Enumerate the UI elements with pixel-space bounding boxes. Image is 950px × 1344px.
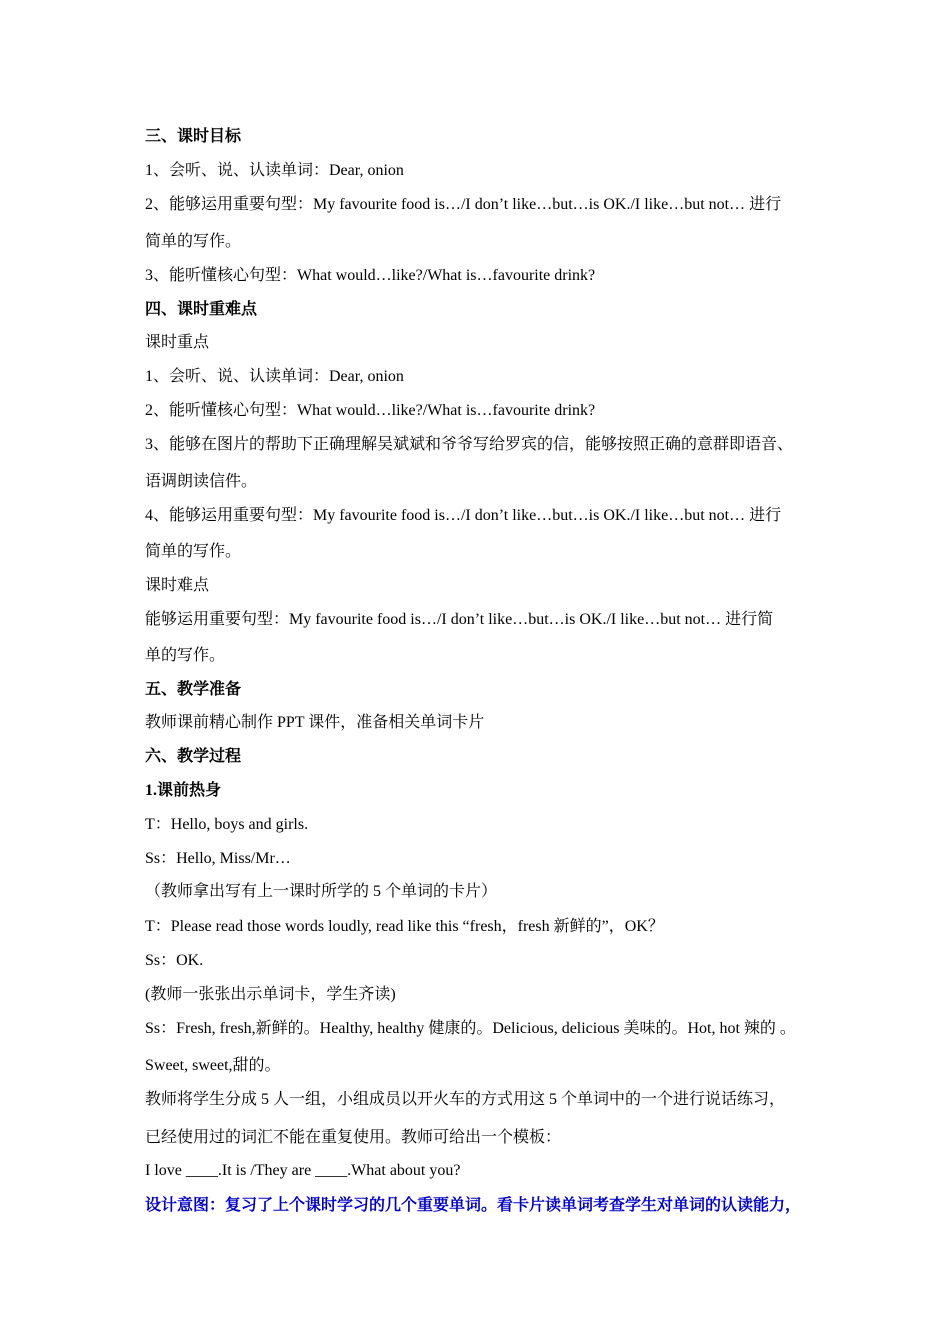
stage-direction: （教师拿出写有上一课时所学的 5 个单词的卡片） bbox=[145, 883, 498, 900]
subheading-difficult-points: 课时难点 bbox=[145, 577, 210, 594]
key-point-3-cont: 语调朗读信件。 bbox=[145, 473, 258, 490]
goal-line-1: 1、会听、说、认读单词：Dear, onion bbox=[145, 162, 404, 179]
template-sentence: I love ____.It is /They are ____.What about you? bbox=[145, 1162, 461, 1179]
difficult-point-cont: 单的写作。 bbox=[145, 647, 226, 664]
stage-direction: (教师一张张出示单词卡，学生齐读) bbox=[145, 986, 396, 1003]
key-point-3: 3、能够在图片的帮助下正确理解吴斌斌和爷爷写给罗宾的信，能够按照正确的意群即语音、 bbox=[145, 436, 794, 453]
subheading-key-points: 课时重点 bbox=[145, 334, 210, 351]
key-point-2: 2、能听懂核心句型：What would…like?/What is…favourite drink? bbox=[145, 402, 596, 419]
preparation-line: 教师课前精心制作 PPT 课件，准备相关单词卡片 bbox=[145, 714, 485, 731]
heading-lesson-goals: 三、课时目标 bbox=[145, 128, 242, 145]
dialogue-line: T：Please read those words loudly, read like this “fresh，fresh 新鲜的”，OK？ bbox=[145, 918, 664, 935]
heading-key-difficult-points: 四、课时重难点 bbox=[145, 301, 258, 318]
key-point-1: 1、会听、说、认读单词：Dear, onion bbox=[145, 368, 404, 385]
goal-line-2: 2、能够运用重要句型：My favourite food is…/I don’t like…but…is OK./I like…but not… 进行 bbox=[145, 196, 782, 213]
key-point-4: 4、能够运用重要句型：My favourite food is…/I don’t like…but…is OK./I like…but not… 进行 bbox=[145, 507, 782, 524]
key-point-4-cont: 简单的写作。 bbox=[145, 543, 242, 560]
heading-warm-up: 1.课前热身 bbox=[145, 782, 222, 799]
activity-line: 教师将学生分成 5 人一组，小组成员以开火车的方式用这 5 个单词中的一个进行说话练习， bbox=[145, 1091, 786, 1108]
dialogue-line: Ss：Fresh, fresh,新鲜的。Healthy, healthy 健康的。Delicious, delicious 美味的。Hot, hot 辣的 。 bbox=[145, 1020, 796, 1037]
heading-teaching-process: 六、教学过程 bbox=[145, 748, 242, 765]
goal-line-2-cont: 简单的写作。 bbox=[145, 233, 242, 250]
dialogue-line: T：Hello, boys and girls. bbox=[145, 816, 309, 833]
activity-line-cont: 已经使用过的词汇不能在重复使用。教师可给出一个模板： bbox=[145, 1129, 562, 1146]
dialogue-line-cont: Sweet, sweet,甜的。 bbox=[145, 1057, 281, 1074]
dialogue-line: Ss：OK. bbox=[145, 952, 204, 969]
difficult-point: 能够运用重要句型：My favourite food is…/I don’t like…but…is OK./I like…but not… 进行简 bbox=[145, 611, 774, 628]
goal-line-3: 3、能听懂核心句型：What would…like?/What is…favourite drink? bbox=[145, 267, 596, 284]
design-intent: 设计意图：复习了上个课时学习的几个重要单词。看卡片读单词考查学生对单词的认读能力， bbox=[145, 1197, 802, 1214]
heading-teaching-preparation: 五、教学准备 bbox=[145, 681, 242, 698]
dialogue-line: Ss：Hello, Miss/Mr… bbox=[145, 850, 291, 867]
